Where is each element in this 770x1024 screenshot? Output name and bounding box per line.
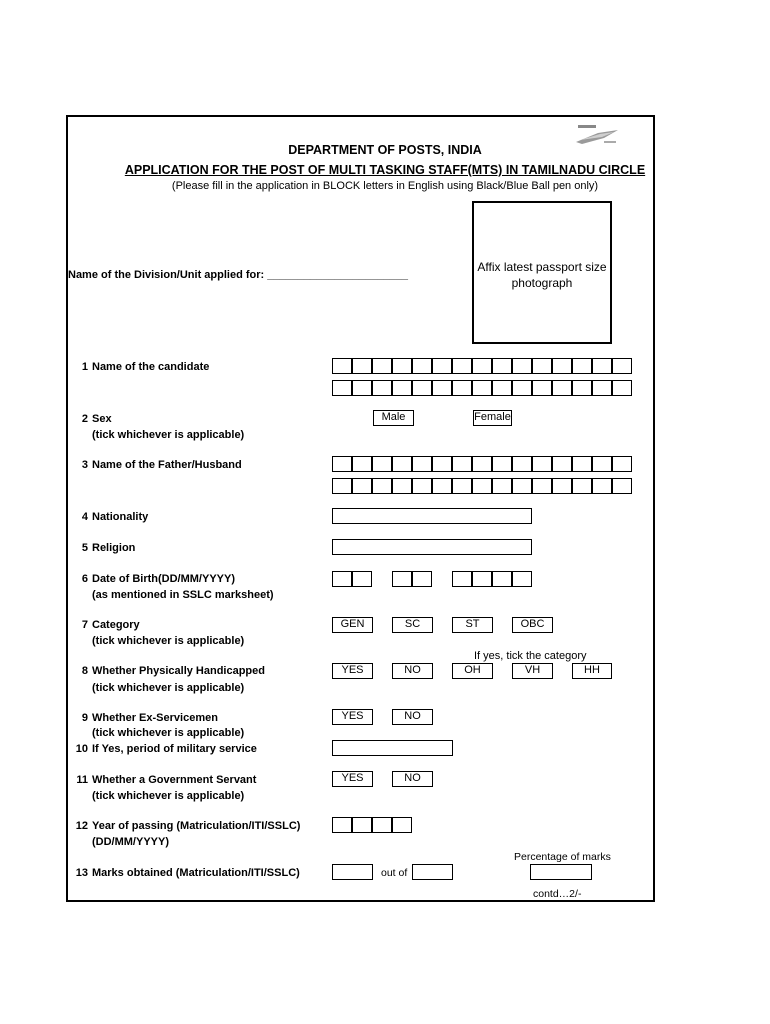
govt-servant-yes-option[interactable]: YES xyxy=(332,771,373,787)
page-title: DEPARTMENT OF POSTS, INDIA xyxy=(288,143,482,157)
character-cell[interactable] xyxy=(352,571,372,587)
ex-servicemen-no-option[interactable]: NO xyxy=(392,709,433,725)
field-13-label: Marks obtained (Matriculation/ITI/SSLC) xyxy=(92,867,300,879)
field-10-label: If Yes, period of military service xyxy=(92,743,257,755)
character-cell[interactable] xyxy=(392,456,412,472)
character-cell[interactable] xyxy=(392,380,412,396)
handicapped-vh-option[interactable]: VH xyxy=(512,663,553,679)
field-6-number: 6 xyxy=(81,573,88,585)
character-cell[interactable] xyxy=(332,358,352,374)
handicapped-no-option[interactable]: NO xyxy=(392,663,433,679)
category-sc-option[interactable]: SC xyxy=(392,617,433,633)
character-cell[interactable] xyxy=(552,380,572,396)
photo-text-line2: photograph xyxy=(511,276,573,290)
character-cell[interactable] xyxy=(472,380,492,396)
character-cell[interactable] xyxy=(572,456,592,472)
photo-text-line1: Affix latest passport size xyxy=(477,260,607,274)
field-9-label: Whether Ex-Servicemen xyxy=(92,712,218,724)
character-cell[interactable] xyxy=(432,456,452,472)
field-2-number: 2 xyxy=(81,413,88,425)
field-5-number: 5 xyxy=(81,542,88,554)
character-cell[interactable] xyxy=(392,817,412,833)
character-cell[interactable] xyxy=(372,380,392,396)
field-7-label: Category xyxy=(92,619,140,631)
category-gen-option[interactable]: GEN xyxy=(332,617,373,633)
marks-obtained-field[interactable] xyxy=(332,864,373,880)
character-cell[interactable] xyxy=(612,478,632,494)
character-cell[interactable] xyxy=(552,456,572,472)
character-cell[interactable] xyxy=(532,478,552,494)
field-2-label: Sex xyxy=(92,413,112,425)
division-label: Name of the Division/Unit applied for: _______________________ xyxy=(68,269,408,281)
religion-field[interactable] xyxy=(332,539,532,555)
field-7-note: (tick whichever is applicable) xyxy=(92,635,245,647)
handicapped-oh-option[interactable]: OH xyxy=(452,663,493,679)
character-cell[interactable] xyxy=(512,478,532,494)
character-cell[interactable] xyxy=(472,571,492,587)
character-cell[interactable] xyxy=(452,456,472,472)
field-8-number: 8 xyxy=(81,665,88,677)
character-cell[interactable] xyxy=(492,358,512,374)
field-8-note: (tick whichever is applicable) xyxy=(92,682,245,694)
candidate-name-row-1[interactable] xyxy=(332,358,632,374)
character-cell[interactable] xyxy=(352,478,372,494)
field-1-label: Name of the candidate xyxy=(92,361,210,373)
field-12-note: (DD/MM/YYYY) xyxy=(92,836,169,848)
character-cell[interactable] xyxy=(592,380,612,396)
dob-month-boxes[interactable] xyxy=(392,571,432,587)
field-2-note: (tick whichever is applicable) xyxy=(92,429,245,441)
character-cell[interactable] xyxy=(352,817,372,833)
character-cell[interactable] xyxy=(572,380,592,396)
form-instruction: (Please fill in the application in BLOCK letters in English using Black/Blue Ball pen only) xyxy=(171,180,599,192)
field-9-note: (tick whichever is applicable) xyxy=(92,727,245,739)
character-cell[interactable] xyxy=(532,456,552,472)
character-cell[interactable] xyxy=(492,571,512,587)
father-name-row-2[interactable] xyxy=(332,478,632,494)
field-6-label: Date of Birth(DD/MM/YYYY) xyxy=(92,573,235,585)
character-cell[interactable] xyxy=(392,571,412,587)
character-cell[interactable] xyxy=(392,478,412,494)
character-cell[interactable] xyxy=(572,478,592,494)
character-cell[interactable] xyxy=(612,358,632,374)
field-11-label: Whether a Government Servant xyxy=(92,774,257,786)
dob-day-boxes[interactable] xyxy=(332,571,372,587)
nationality-field[interactable] xyxy=(332,508,532,524)
character-cell[interactable] xyxy=(332,571,352,587)
category-st-option[interactable]: ST xyxy=(452,617,493,633)
field-3-number: 3 xyxy=(81,459,88,471)
character-cell[interactable] xyxy=(512,358,532,374)
field-5-label: Religion xyxy=(92,542,136,554)
character-cell[interactable] xyxy=(352,358,372,374)
character-cell[interactable] xyxy=(492,478,512,494)
character-cell[interactable] xyxy=(432,478,452,494)
character-cell[interactable] xyxy=(432,358,452,374)
character-cell[interactable] xyxy=(552,478,572,494)
character-cell[interactable] xyxy=(452,358,472,374)
field-6-note: (as mentioned in SSLC marksheet) xyxy=(92,589,274,601)
govt-servant-no-option[interactable]: NO xyxy=(392,771,433,787)
field-3-label: Name of the Father/Husband xyxy=(92,459,242,471)
handicapped-yes-option[interactable]: YES xyxy=(332,663,373,679)
character-cell[interactable] xyxy=(372,456,392,472)
character-cell[interactable] xyxy=(512,456,532,472)
candidate-name-row-2[interactable] xyxy=(332,380,632,396)
character-cell[interactable] xyxy=(472,456,492,472)
year-of-passing-boxes[interactable] xyxy=(332,817,412,833)
character-cell[interactable] xyxy=(332,456,352,472)
character-cell[interactable] xyxy=(592,456,612,472)
character-cell[interactable] xyxy=(412,478,432,494)
field-10-number: 10 xyxy=(75,743,88,755)
character-cell[interactable] xyxy=(352,380,372,396)
field-12-number: 12 xyxy=(75,820,88,832)
character-cell[interactable] xyxy=(332,380,352,396)
field-8-label: Whether Physically Handicapped xyxy=(92,665,265,677)
field-4-label: Nationality xyxy=(92,511,149,523)
character-cell[interactable] xyxy=(372,358,392,374)
character-cell[interactable] xyxy=(372,478,392,494)
character-cell[interactable] xyxy=(352,456,372,472)
contd-note: contd…2/- xyxy=(533,888,582,900)
character-cell[interactable] xyxy=(572,358,592,374)
character-cell[interactable] xyxy=(532,380,552,396)
percentage-field[interactable] xyxy=(530,864,592,880)
character-cell[interactable] xyxy=(372,817,392,833)
character-cell[interactable] xyxy=(452,478,472,494)
character-cell[interactable] xyxy=(392,358,412,374)
character-cell[interactable] xyxy=(512,380,532,396)
ex-servicemen-yes-option[interactable]: YES xyxy=(332,709,373,725)
character-cell[interactable] xyxy=(412,571,432,587)
character-cell[interactable] xyxy=(592,358,612,374)
character-cell[interactable] xyxy=(412,456,432,472)
father-name-row-1[interactable] xyxy=(332,456,632,472)
sex-female-option[interactable]: Female xyxy=(473,410,512,426)
field-11-number: 11 xyxy=(76,774,88,786)
field-4-number: 4 xyxy=(81,511,88,523)
character-cell[interactable] xyxy=(472,478,492,494)
character-cell[interactable] xyxy=(332,478,352,494)
character-cell[interactable] xyxy=(452,571,472,587)
military-service-period-field[interactable] xyxy=(332,740,453,756)
character-cell[interactable] xyxy=(472,358,492,374)
handicapped-hh-option[interactable]: HH xyxy=(572,663,612,679)
form-subtitle-text: APPLICATION FOR THE POST OF MULTI TASKING STAFF(MTS) IN TAMILNADU CIRCLE xyxy=(124,163,646,177)
marks-total-field[interactable] xyxy=(412,864,453,880)
sex-male-option[interactable]: Male xyxy=(373,410,414,426)
character-cell[interactable] xyxy=(492,380,512,396)
character-cell[interactable] xyxy=(612,380,632,396)
field-12-label: Year of passing (Matriculation/ITI/SSLC) xyxy=(92,820,301,832)
character-cell[interactable] xyxy=(612,456,632,472)
field-1-number: 1 xyxy=(81,361,88,373)
field-7-number: 7 xyxy=(81,619,88,631)
field-9-number: 9 xyxy=(81,712,88,724)
character-cell[interactable] xyxy=(412,358,432,374)
character-cell[interactable] xyxy=(452,380,472,396)
character-cell[interactable] xyxy=(432,380,452,396)
character-cell[interactable] xyxy=(412,380,432,396)
category-obc-option[interactable]: OBC xyxy=(512,617,553,633)
character-cell[interactable] xyxy=(492,456,512,472)
character-cell[interactable] xyxy=(512,571,532,587)
percentage-label: Percentage of marks xyxy=(514,851,611,863)
character-cell[interactable] xyxy=(592,478,612,494)
field-13-number: 13 xyxy=(75,867,88,879)
out-of-label: out of xyxy=(381,867,408,879)
character-cell[interactable] xyxy=(532,358,552,374)
character-cell[interactable] xyxy=(332,817,352,833)
field-8-if-yes-note: If yes, tick the category xyxy=(474,650,587,662)
character-cell[interactable] xyxy=(552,358,572,374)
field-11-note: (tick whichever is applicable) xyxy=(92,790,245,802)
dob-year-boxes[interactable] xyxy=(452,571,532,587)
